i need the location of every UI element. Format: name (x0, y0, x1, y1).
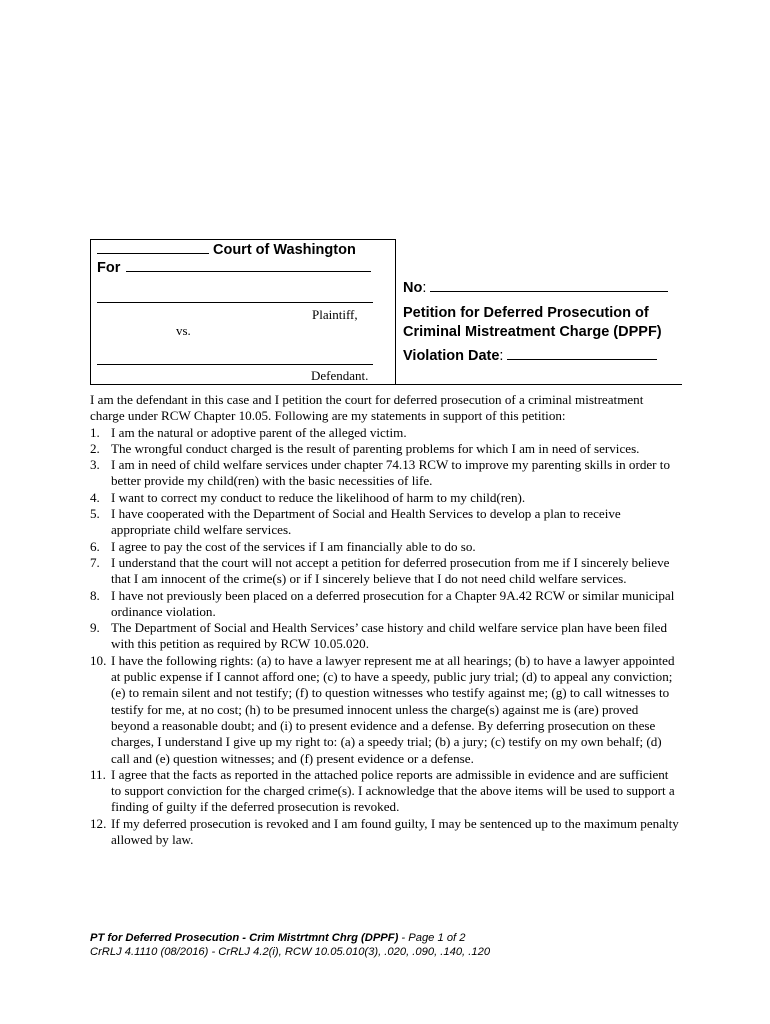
statement-item (90, 425, 680, 441)
for-label: For (97, 260, 121, 276)
statement-text: I agree to pay the cost of the services if I am financially able to do so. (111, 538, 476, 554)
statement-number: 2. (90, 440, 100, 456)
statement-item (90, 555, 680, 588)
statement-item (90, 506, 680, 539)
statement-item (90, 816, 680, 849)
statement-number: 7. (90, 554, 100, 570)
statement-item (90, 490, 680, 506)
statement-text: If my deferred prosecution is revoked and I am found guilty, I may be sentenced up to the maximum penalty allowed by law. (111, 815, 679, 848)
statement-number: 6. (90, 538, 100, 554)
court-name-line (97, 242, 356, 258)
petition-body (90, 392, 680, 848)
footer-citation: CrRLJ 4.1110 (08/2016) - CrRLJ 4.2(i), RCW 10.05.010(3), .020, .090, .140, .120 (90, 945, 491, 958)
statement-text: I agree that the facts as reported in the attached police reports are admissible in evidence and are sufficient to support conviction for the charged crime(s). I acknowledge that the above items will be used to support a finding of guilty if the deferred prosecution is revoked. (111, 766, 675, 815)
statement-text: The wrongful conduct charged is the result of parenting problems for which I am in need of services. (111, 440, 640, 456)
document-title (403, 304, 662, 342)
statement-number: 3. (90, 457, 100, 473)
statement-text: I am in need of child welfare services under chapter 74.13 RCW to improve my parenting skills in order to better provide my child(ren) with the basic necessities of life. (111, 457, 670, 489)
statement-item (90, 539, 680, 555)
case-number-label: No (403, 280, 423, 296)
statement-item (90, 588, 680, 621)
footer-page-info: - Page 1 of 2 (398, 932, 466, 944)
for-blank[interactable] (126, 261, 371, 272)
defendant-blank[interactable] (97, 364, 373, 365)
violation-date-blank[interactable] (507, 349, 657, 360)
violation-date-field: Violation Date: (403, 348, 657, 364)
footer-form-title: PT for Deferred Prosecution - Crim Mistrtmnt Chrg (DPPF) (90, 932, 399, 944)
statement-item (90, 441, 680, 457)
statement-text: I have cooperated with the Department of Social and Health Services to develop a plan to receive appropriate child welfare services. (111, 506, 621, 538)
statement-number: 11. (90, 766, 106, 782)
statement-number: 12. (90, 815, 107, 831)
title-line-2: Criminal Mistreatment Charge (DPPF) (403, 324, 662, 340)
plaintiff-blank[interactable] (97, 302, 373, 303)
statement-number: 8. (90, 587, 100, 603)
statement-item (90, 767, 680, 816)
page-footer (90, 932, 490, 960)
statement-number: 5. (90, 506, 100, 522)
statement-text: I want to correct my conduct to reduce the likelihood of harm to my child(ren). (111, 489, 526, 505)
violation-date-label: Violation Date (403, 348, 500, 364)
case-number-blank[interactable] (430, 281, 668, 292)
plaintiff-label: Plaintiff, (312, 307, 358, 322)
statement-list (90, 425, 680, 849)
vs-label: vs. (176, 323, 191, 338)
statement-text: I am the natural or adoptive parent of the alleged victim. (111, 424, 407, 440)
case-number-field: No: (403, 280, 668, 296)
statement-text: The Department of Social and Health Services’ case history and child welfare service plan have been filed with this petition as required by RCW 10.05.020. (111, 620, 668, 652)
caption-divider (90, 384, 682, 385)
for-line (97, 260, 371, 276)
statement-number: 10. (90, 652, 107, 668)
statement-text: I have not previously been placed on a deferred prosecution for a Chapter 9A.42 RCW or similar municipal ordinance violation. (111, 587, 675, 619)
statement-item (90, 653, 680, 767)
court-suffix: Court of Washington (213, 242, 356, 258)
statement-number: 1. (90, 424, 100, 440)
intro-paragraph: I am the defendant in this case and I petition the court for deferred prosecution of a criminal mistreatment charge under RCW Chapter 10.05. Following are my statements in support of this petition: (90, 392, 644, 424)
defendant-label: Defendant. (311, 368, 369, 383)
statement-item (90, 457, 680, 490)
statement-number: 9. (90, 620, 100, 636)
statement-item (90, 620, 680, 653)
title-line-1: Petition for Deferred Prosecution of (403, 305, 649, 321)
court-name-blank[interactable] (97, 243, 209, 254)
statement-text: I have the following rights: (a) to have a lawyer represent me at all hearings; (b) to have a lawyer appointed at public expense if I cannot afford one; (c) to have a speedy, public jury trial; (d) to appeal any conviction; (e) to remain silent and not testify; (f) to question witnesses who testify against me; (g) to call witnesses to testify for me, at no cost; (h) to be presumed innocent unless the charge(s) against me is (are) proved beyond a reasonable doubt; and (i) to present evidence and a defense. By deferring prosecution on these charges, I understand I give up my right to: (a) a speedy trial; (b) a jury; (c) testify on my own behalf; (d) call and (e) question witnesses; and (f) present evidence or a defense. (111, 652, 675, 766)
statement-number: 4. (90, 489, 100, 505)
statement-text: I understand that the court will not accept a petition for deferred prosecution from me if I sincerely believe that I am innocent of the crime(s) or if I sincerely believe that I do not need child welfare services. (111, 554, 670, 587)
